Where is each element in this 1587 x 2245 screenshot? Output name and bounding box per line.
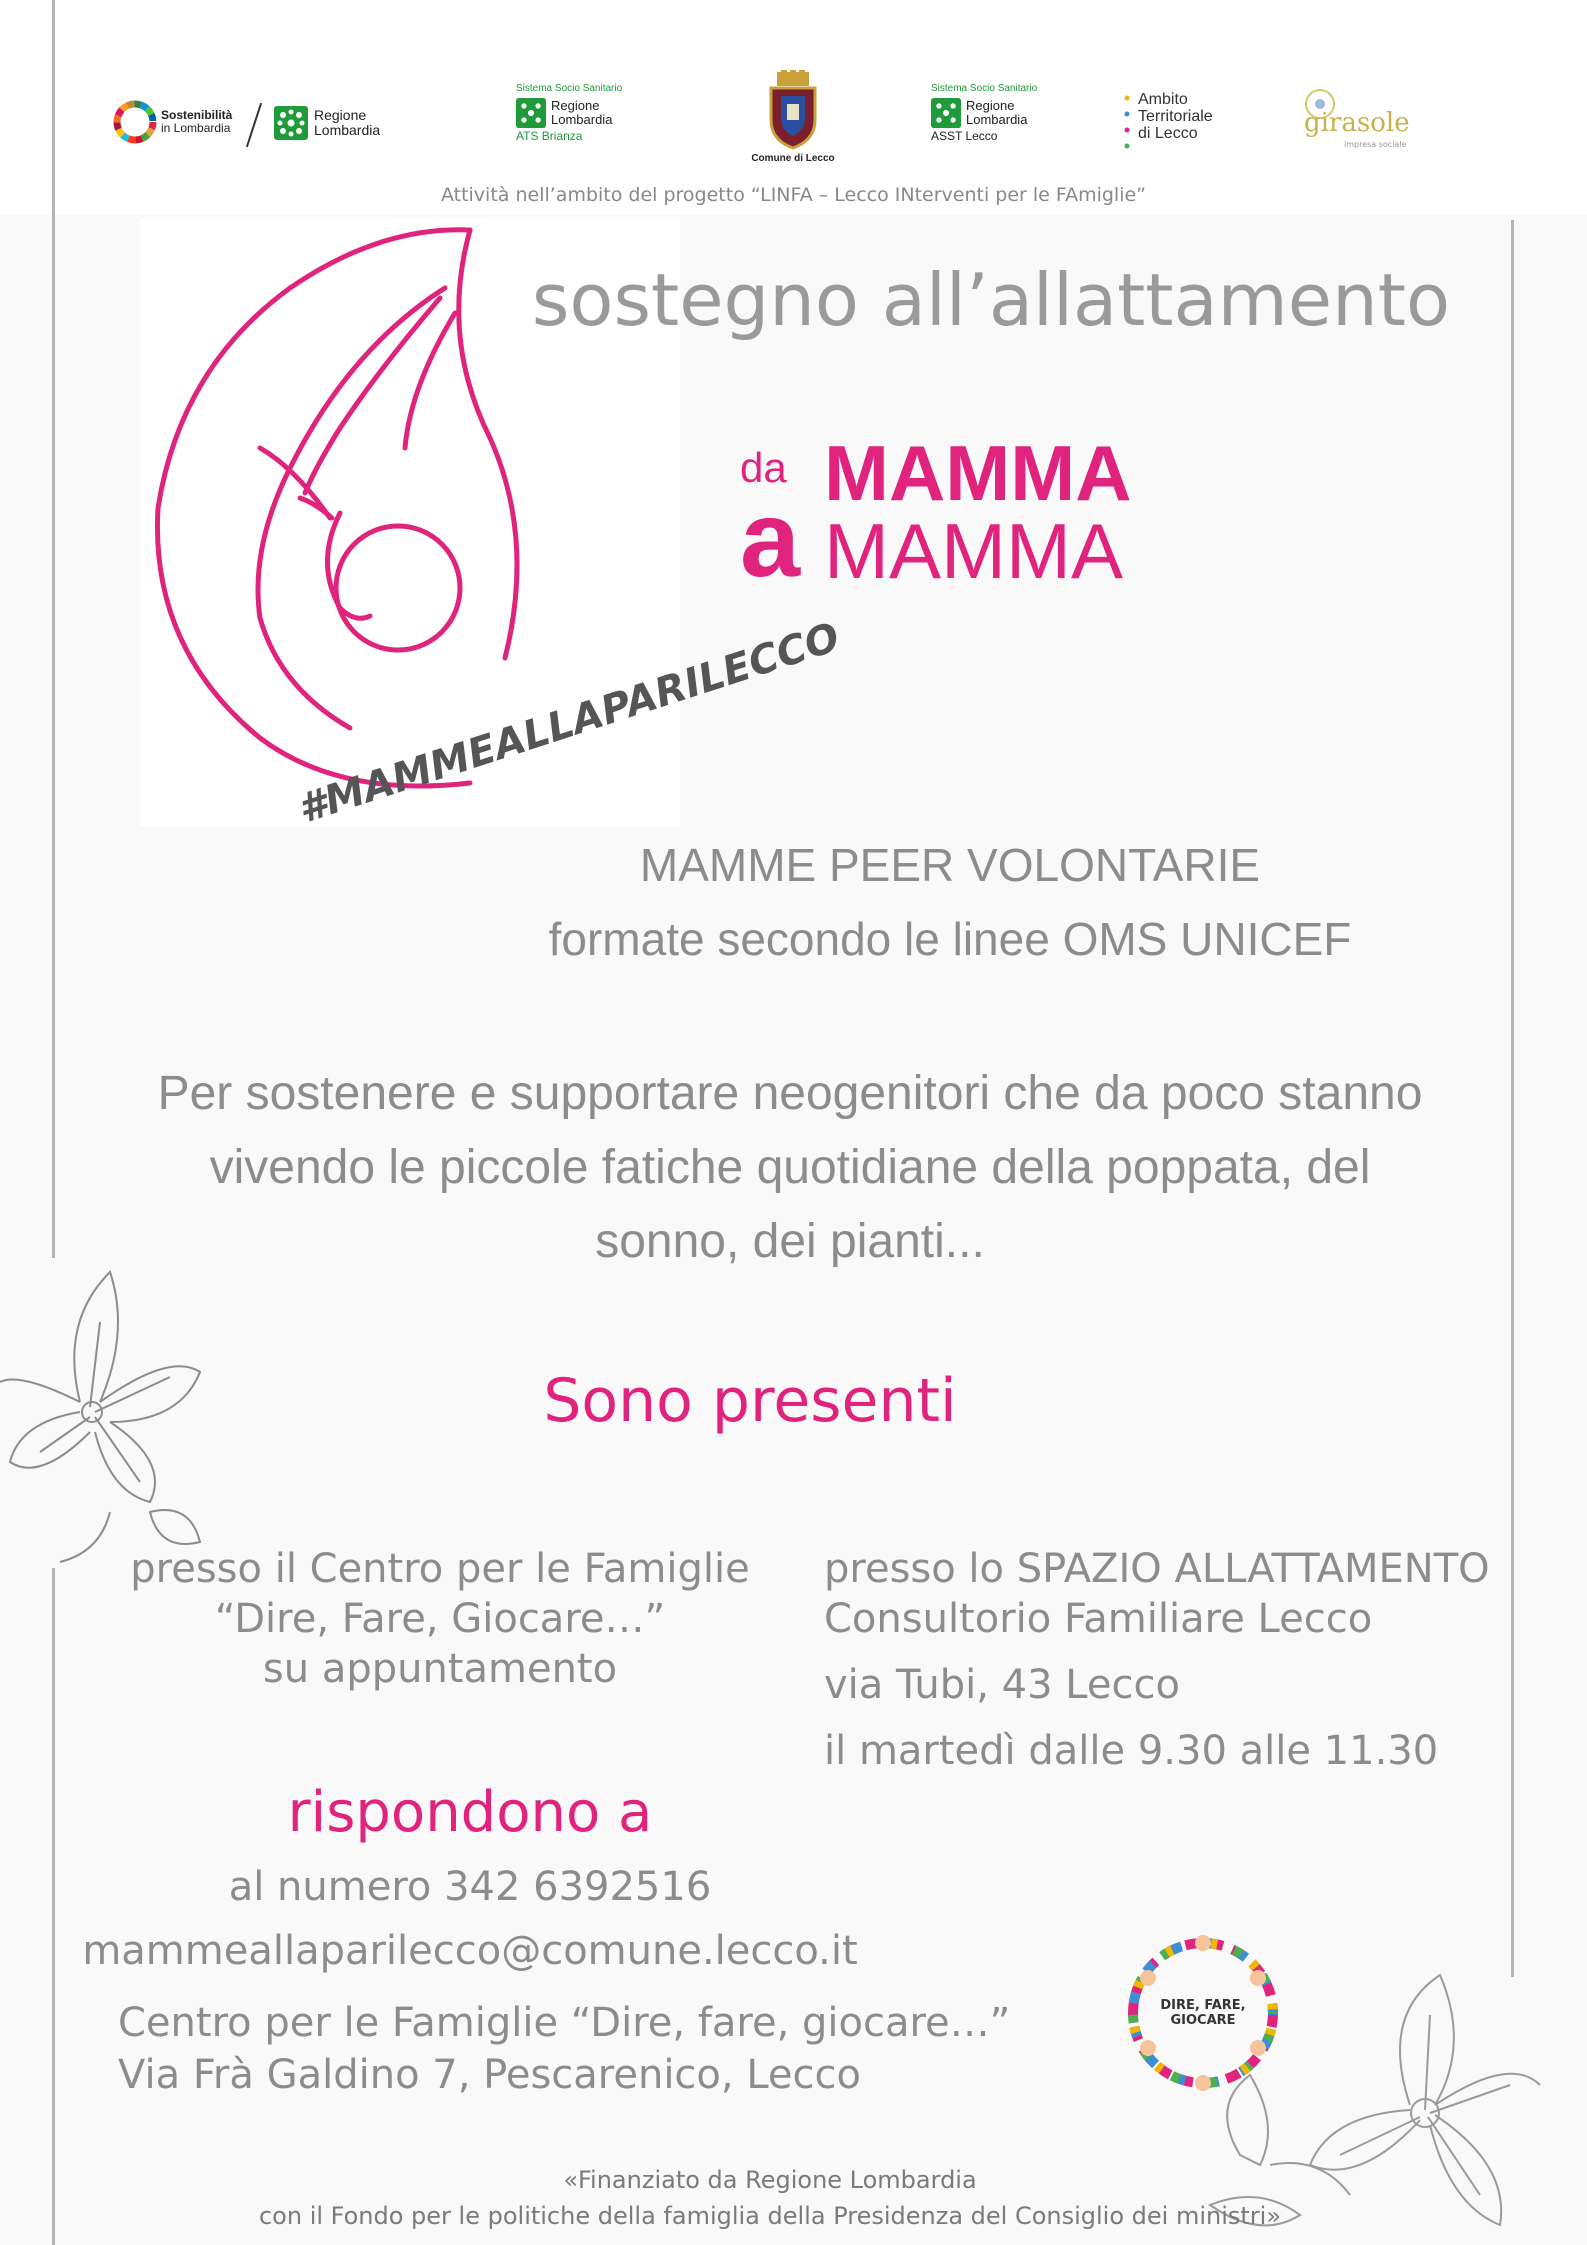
ats-line1: Regione [551,97,600,113]
contacts-address: Via Frà Galdino 7, Pescarenico, Lecco [118,2052,861,2098]
intro-line2: formate secondo le linee OMS UNICEF [548,913,1352,965]
asst-bottom: ASST Lecco [931,128,998,143]
ambito-line2: Territoriale [1138,107,1213,125]
footer-line2: con il Fondo per le politiche della famiglia della Presidenza del Consiglio dei ministri» [258,2202,1282,2230]
coat-of-arms-icon [765,70,821,150]
contacts-center: Centro per le Famiglie “Dire, fare, giocare…” [118,2000,1011,2046]
brand-a: a [740,478,801,599]
left-border-line-top [52,0,55,1258]
ats-brianza-logo [516,84,622,142]
intro-line1: MAMME PEER VOLONTARIE [639,839,1261,891]
presence-right-line4: il martedì dalle 9.30 alle 11.30 [824,1728,1439,1774]
presence-heading: Sono presenti [543,1366,957,1436]
regione-line2: Lombardia [314,122,381,138]
presence-left-line2: “Dire, Fare, Giocare…” [214,1596,666,1642]
purpose-line1: Per sostenere e supportare neogenitori che da poco stanno [157,1067,1423,1120]
regione-lombardia-logo [274,106,380,140]
rosa-camuna-icon [274,106,308,140]
ambito-territoriale-logo [1122,92,1213,156]
sostenibilita-logo [115,102,232,142]
presence-right-line3: via Tubi, 43 Lecco [824,1662,1180,1708]
ats-line2: Lombardia [551,111,613,127]
ambito-line3: di Lecco [1138,124,1198,142]
logo-divider [246,103,262,147]
presence-left-line1: presso il Centro per le Famiglie [130,1546,750,1592]
presence-right-line2: Consultorio Familiare Lecco [824,1596,1373,1642]
girasole-name: girasole [1304,108,1410,138]
badge-text: DIRE, FARE, GIOCARE [1160,1998,1246,2028]
regione-line1: Regione [314,107,367,124]
dots-icon [1122,92,1132,156]
ambito-line1: Ambito [1138,91,1188,108]
hero-title: sostegno all’allattamento [531,258,1450,342]
presence-right [824,1544,1504,1776]
presence-left [110,1544,770,1694]
ats-top: Sistema Socio Sanitario [516,83,623,94]
girasole-sub: impresa sociale [1344,140,1407,149]
ats-bottom: ATS Brianza [516,128,583,143]
sostenibilita-line1: Sostenibilità [161,108,233,123]
rosa-camuna-icon [931,98,961,128]
purpose-line2: vivendo le piccole fatiche quotidiane della poppata, del [209,1141,1371,1194]
brand-da: da [740,444,787,491]
flower-left-decoration [0,1262,220,1562]
presence-right-line1: presso lo SPAZIO ALLATTAMENTO [824,1546,1490,1592]
presence-left-line3: su appuntamento [262,1646,618,1692]
asst-top: Sistema Socio Sanitario [931,83,1038,94]
footer-line1: «Finanziato da Regione Lombardia [563,2166,977,2194]
project-line: Attività nell’ambito del progetto “LINFA – Lecco INterventi per le FAmiglie” [440,184,1147,206]
brand-da-mamma-a-mamma [740,430,1200,610]
header-bar [0,0,1587,215]
rosa-camuna-icon [516,98,546,128]
comune-label: Comune di Lecco [751,153,835,164]
asst-line1: Regione [966,97,1015,113]
left-border-line-bottom [52,1568,55,2245]
hashtag-text: #MAMMEALLAPARILECCO [292,614,846,833]
purpose-line3: sonno, dei pianti... [595,1215,985,1268]
brand-mamma-1: MAMMA [824,429,1132,517]
comune-lecco-logo [738,70,848,165]
sostenibilita-line2: in Lombardia [161,121,231,135]
brand-mamma-2: MAMMA [824,507,1123,595]
contacts-phone: al numero 342 6392516 [228,1864,712,1910]
sdg-wheel-icon [115,102,155,142]
asst-lecco-logo [931,84,1037,142]
asst-line2: Lombardia [966,111,1028,127]
contacts-email[interactable]: mammeallaparilecco@comune.lecco.it [82,1928,858,1974]
contacts-heading: rispondono a [287,1780,653,1845]
